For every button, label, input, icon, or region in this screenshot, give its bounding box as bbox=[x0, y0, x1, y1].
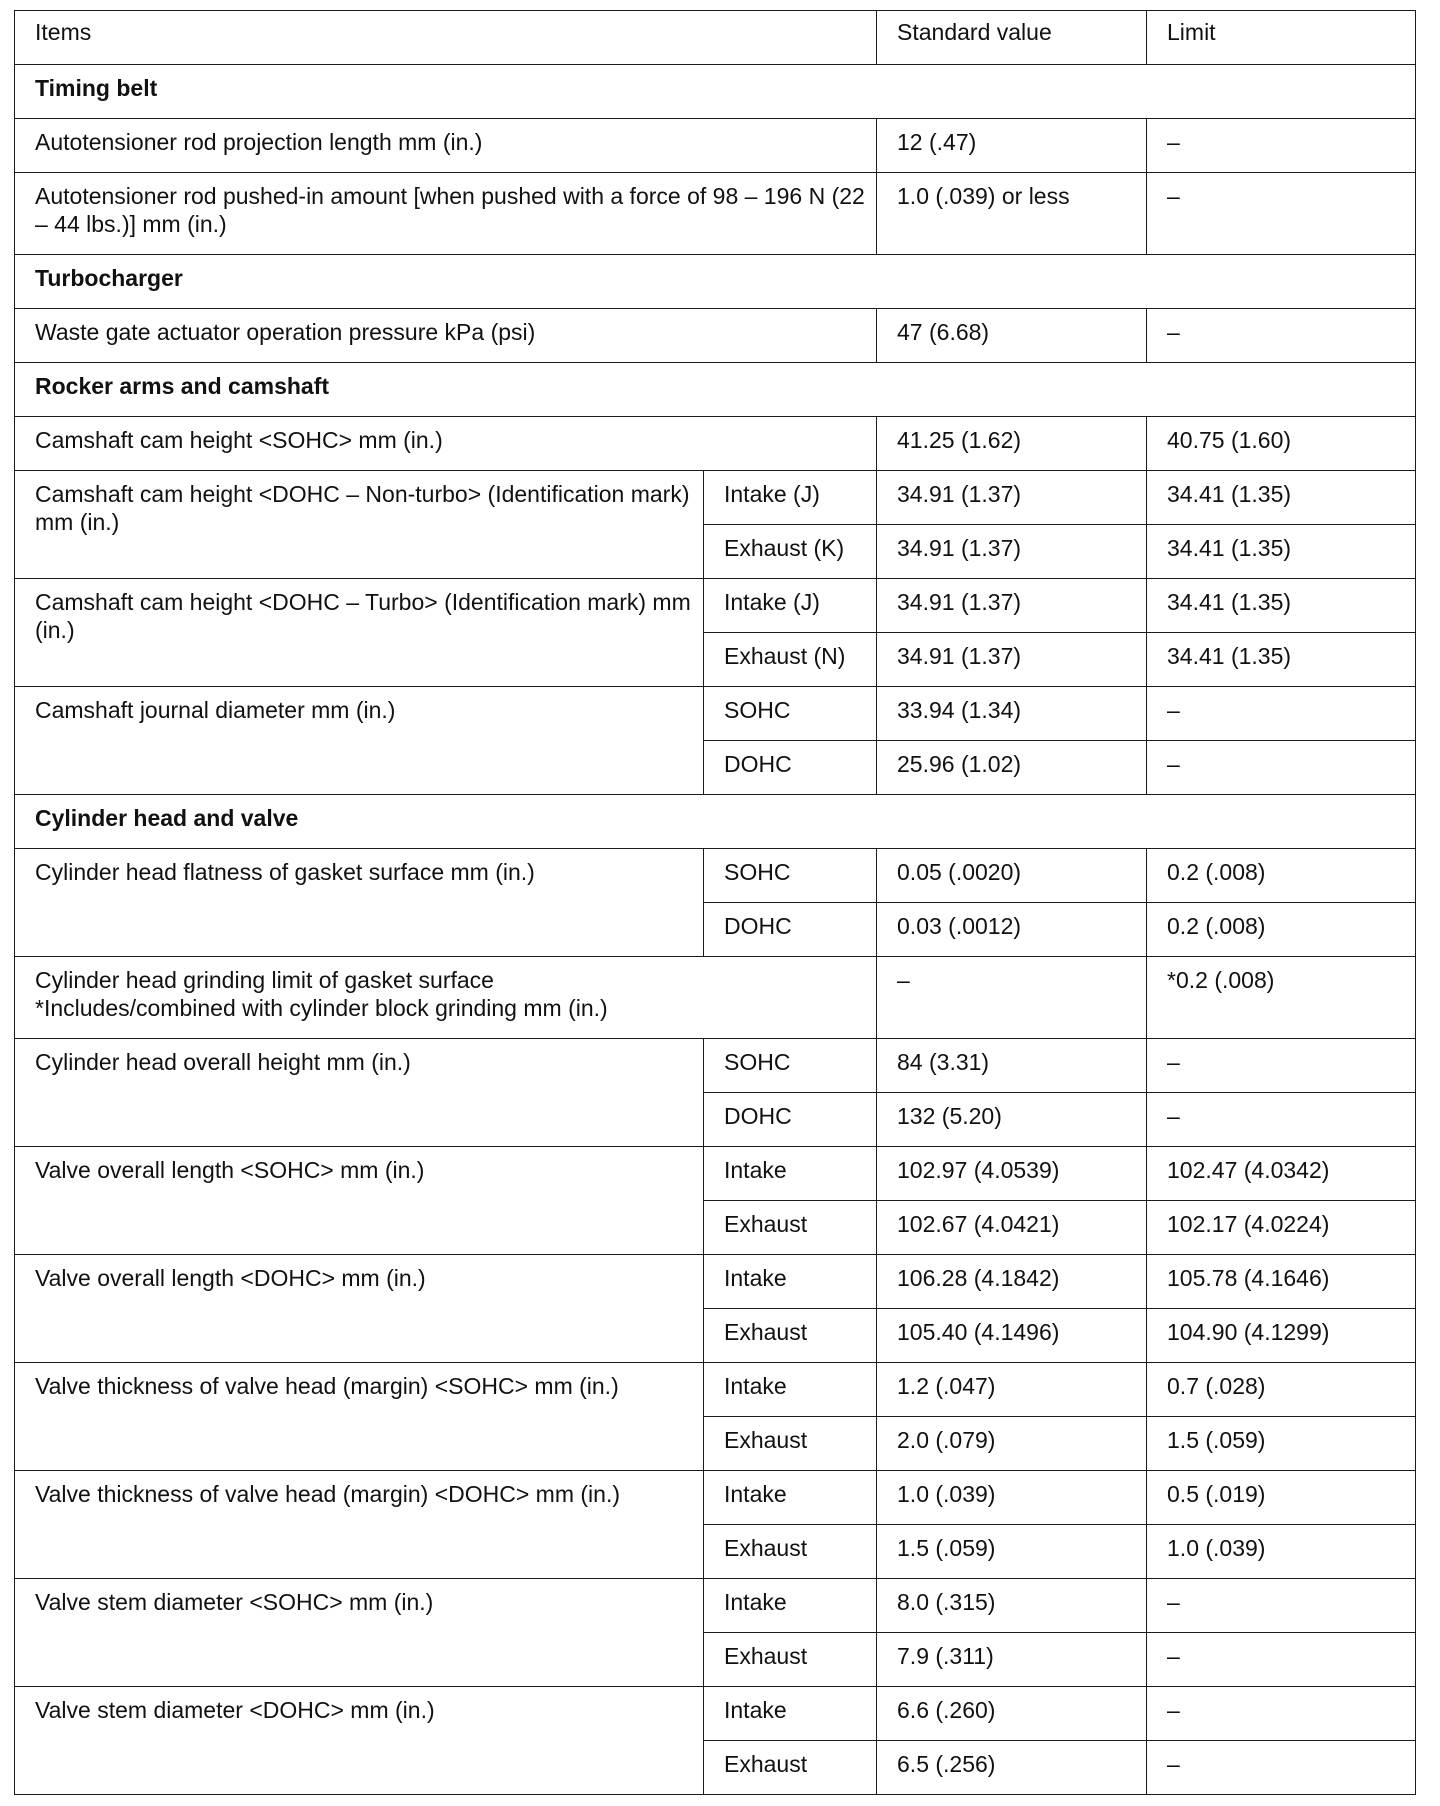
item-cell: Camshaft cam height <DOHC – Turbo> (Identification mark) mm (in.) bbox=[15, 579, 704, 687]
limit-cell: 0.2 (.008) bbox=[1147, 849, 1416, 903]
limit-cell: 1.5 (.059) bbox=[1147, 1417, 1416, 1471]
item-cell: Waste gate actuator operation pressure kPa (psi) bbox=[15, 309, 877, 363]
standard-cell: 12 (.47) bbox=[877, 119, 1147, 173]
sub-item-cell: Intake bbox=[704, 1255, 877, 1309]
limit-cell: 34.41 (1.35) bbox=[1147, 525, 1416, 579]
standard-cell: 25.96 (1.02) bbox=[877, 741, 1147, 795]
standard-cell: 1.5 (.059) bbox=[877, 1525, 1147, 1579]
limit-cell: 102.47 (4.0342) bbox=[1147, 1147, 1416, 1201]
sub-item-cell: Intake bbox=[704, 1363, 877, 1417]
table-row bbox=[15, 957, 1416, 1039]
item-note: *Includes/combined with cylinder block grinding mm (in.) bbox=[35, 994, 608, 1021]
sub-item-cell: Exhaust bbox=[704, 1201, 877, 1255]
section-row bbox=[15, 363, 1416, 417]
limit-cell: – bbox=[1147, 173, 1416, 255]
table-row bbox=[15, 1255, 1416, 1309]
limit-cell: – bbox=[1147, 741, 1416, 795]
spec-table bbox=[14, 10, 1416, 1795]
item-cell: Cylinder head flatness of gasket surface mm (in.) bbox=[15, 849, 704, 957]
item-cell: Autotensioner rod pushed-in amount [when pushed with a force of 98 – 196 N (22 – 44 lbs.)] mm (in.) bbox=[15, 173, 877, 255]
table-row bbox=[15, 1687, 1416, 1741]
table-row bbox=[15, 417, 1416, 471]
table-row bbox=[15, 119, 1416, 173]
sub-item-cell: Intake bbox=[704, 1687, 877, 1741]
limit-cell: 0.5 (.019) bbox=[1147, 1471, 1416, 1525]
item-cell: Autotensioner rod projection length mm (in.) bbox=[15, 119, 877, 173]
limit-cell: – bbox=[1147, 1093, 1416, 1147]
section-row bbox=[15, 65, 1416, 119]
item-cell: Camshaft journal diameter mm (in.) bbox=[15, 687, 704, 795]
standard-cell: – bbox=[877, 957, 1147, 1039]
standard-cell: 34.91 (1.37) bbox=[877, 633, 1147, 687]
table-row bbox=[15, 471, 1416, 525]
limit-cell: 34.41 (1.35) bbox=[1147, 471, 1416, 525]
item-line: Cylinder head grinding limit of gasket surface bbox=[35, 967, 494, 993]
section-rocker-arms: Rocker arms and camshaft bbox=[15, 363, 1416, 417]
section-row bbox=[15, 795, 1416, 849]
standard-cell: 34.91 (1.37) bbox=[877, 525, 1147, 579]
limit-cell: – bbox=[1147, 309, 1416, 363]
standard-cell: 132 (5.20) bbox=[877, 1093, 1147, 1147]
limit-cell: – bbox=[1147, 1579, 1416, 1633]
table-row bbox=[15, 579, 1416, 633]
standard-cell: 1.0 (.039) bbox=[877, 1471, 1147, 1525]
table-row bbox=[15, 849, 1416, 903]
standard-cell: 1.2 (.047) bbox=[877, 1363, 1147, 1417]
sub-item-cell: Intake bbox=[704, 1579, 877, 1633]
item-cell: Valve thickness of valve head (margin) <DOHC> mm (in.) bbox=[15, 1471, 704, 1579]
item-cell: Cylinder head overall height mm (in.) bbox=[15, 1039, 704, 1147]
sub-item-cell: DOHC bbox=[704, 741, 877, 795]
limit-cell: 1.0 (.039) bbox=[1147, 1525, 1416, 1579]
standard-cell: 2.0 (.079) bbox=[877, 1417, 1147, 1471]
item-cell: Camshaft cam height <DOHC – Non-turbo> (Identification mark) mm (in.) bbox=[15, 471, 704, 579]
standard-cell: 6.6 (.260) bbox=[877, 1687, 1147, 1741]
sub-item-cell: Intake bbox=[704, 1147, 877, 1201]
item-cell: Camshaft cam height <SOHC> mm (in.) bbox=[15, 417, 877, 471]
table-row bbox=[15, 1579, 1416, 1633]
standard-cell: 105.40 (4.1496) bbox=[877, 1309, 1147, 1363]
header-row bbox=[15, 11, 1416, 65]
table-row bbox=[15, 309, 1416, 363]
sub-item-cell: Exhaust bbox=[704, 1309, 877, 1363]
standard-cell: 0.03 (.0012) bbox=[877, 903, 1147, 957]
limit-cell: – bbox=[1147, 1633, 1416, 1687]
sub-item-cell: Intake (J) bbox=[704, 471, 877, 525]
section-turbocharger: Turbocharger bbox=[15, 255, 1416, 309]
item-cell: Valve stem diameter <SOHC> mm (in.) bbox=[15, 1579, 704, 1687]
item-cell: Valve overall length <DOHC> mm (in.) bbox=[15, 1255, 704, 1363]
sub-item-cell: Exhaust bbox=[704, 1633, 877, 1687]
standard-cell: 0.05 (.0020) bbox=[877, 849, 1147, 903]
sub-item-cell: Intake bbox=[704, 1471, 877, 1525]
sub-item-cell: Exhaust (N) bbox=[704, 633, 877, 687]
standard-cell: 84 (3.31) bbox=[877, 1039, 1147, 1093]
header-standard-value: Standard value bbox=[877, 11, 1147, 65]
limit-cell: – bbox=[1147, 1741, 1416, 1795]
limit-cell: – bbox=[1147, 1687, 1416, 1741]
table-row bbox=[15, 687, 1416, 741]
standard-cell: 7.9 (.311) bbox=[877, 1633, 1147, 1687]
standard-cell: 34.91 (1.37) bbox=[877, 579, 1147, 633]
limit-cell: 102.17 (4.0224) bbox=[1147, 1201, 1416, 1255]
table-row bbox=[15, 1039, 1416, 1093]
sub-item-cell: Intake (J) bbox=[704, 579, 877, 633]
section-row bbox=[15, 255, 1416, 309]
standard-cell: 33.94 (1.34) bbox=[877, 687, 1147, 741]
sub-item-cell: Exhaust bbox=[704, 1525, 877, 1579]
standard-cell: 8.0 (.315) bbox=[877, 1579, 1147, 1633]
table-row bbox=[15, 1363, 1416, 1417]
limit-cell: 0.2 (.008) bbox=[1147, 903, 1416, 957]
standard-cell: 102.67 (4.0421) bbox=[877, 1201, 1147, 1255]
limit-cell: – bbox=[1147, 119, 1416, 173]
limit-cell: – bbox=[1147, 687, 1416, 741]
sub-item-cell: SOHC bbox=[704, 687, 877, 741]
limit-cell: 104.90 (4.1299) bbox=[1147, 1309, 1416, 1363]
standard-cell: 106.28 (4.1842) bbox=[877, 1255, 1147, 1309]
sub-item-cell: Exhaust (K) bbox=[704, 525, 877, 579]
limit-cell: 40.75 (1.60) bbox=[1147, 417, 1416, 471]
limit-cell: 34.41 (1.35) bbox=[1147, 633, 1416, 687]
item-cell: Valve stem diameter <DOHC> mm (in.) bbox=[15, 1687, 704, 1795]
item-cell: Valve thickness of valve head (margin) <SOHC> mm (in.) bbox=[15, 1363, 704, 1471]
header-items: Items bbox=[15, 11, 877, 65]
standard-cell: 47 (6.68) bbox=[877, 309, 1147, 363]
limit-cell: – bbox=[1147, 1039, 1416, 1093]
sub-item-cell: Exhaust bbox=[704, 1417, 877, 1471]
sub-item-cell: Exhaust bbox=[704, 1741, 877, 1795]
item-cell: Valve overall length <SOHC> mm (in.) bbox=[15, 1147, 704, 1255]
limit-cell: 105.78 (4.1646) bbox=[1147, 1255, 1416, 1309]
standard-cell: 34.91 (1.37) bbox=[877, 471, 1147, 525]
sub-item-cell: DOHC bbox=[704, 1093, 877, 1147]
sub-item-cell: SOHC bbox=[704, 1039, 877, 1093]
table-row bbox=[15, 1147, 1416, 1201]
table-row bbox=[15, 1471, 1416, 1525]
item-cell bbox=[15, 957, 877, 1039]
table-row bbox=[15, 173, 1416, 255]
section-timing-belt: Timing belt bbox=[15, 65, 1416, 119]
sub-item-cell: SOHC bbox=[704, 849, 877, 903]
standard-cell: 41.25 (1.62) bbox=[877, 417, 1147, 471]
standard-cell: 102.97 (4.0539) bbox=[877, 1147, 1147, 1201]
limit-cell: 0.7 (.028) bbox=[1147, 1363, 1416, 1417]
standard-cell: 6.5 (.256) bbox=[877, 1741, 1147, 1795]
limit-cell: 34.41 (1.35) bbox=[1147, 579, 1416, 633]
sub-item-cell: DOHC bbox=[704, 903, 877, 957]
standard-cell: 1.0 (.039) or less bbox=[877, 173, 1147, 255]
section-cylinder-head: Cylinder head and valve bbox=[15, 795, 1416, 849]
limit-cell: *0.2 (.008) bbox=[1147, 957, 1416, 1039]
header-limit: Limit bbox=[1147, 11, 1416, 65]
